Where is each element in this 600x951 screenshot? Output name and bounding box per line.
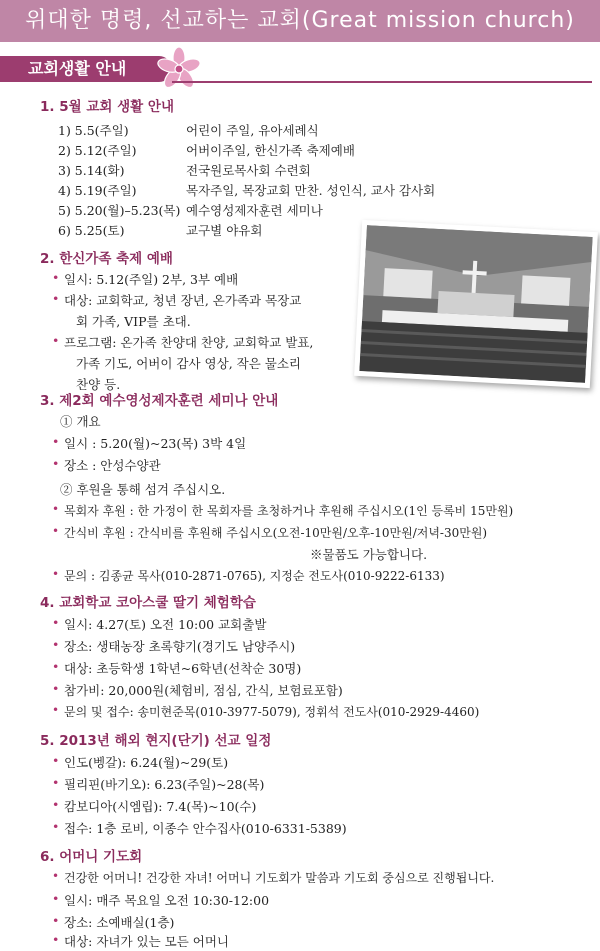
schedule-desc: 교구별 야유회 (186, 223, 263, 238)
schedule-date: 2) 5.12(주일) (58, 143, 137, 158)
schedule-desc: 목자주일, 목장교회 만찬. 성인식, 교사 감사회 (186, 183, 436, 198)
info-line: • 프로그램: 온가족 찬양대 찬양, 교회학교 발표, (64, 333, 313, 351)
info-line: • 대상: 초등학생 1학년~6학년(선착순 30명) (64, 659, 301, 677)
section-5-title: 5. 2013년 해외 현지(단기) 선교 일정 (40, 733, 272, 749)
section-tag-label: 교회생활 안내 (28, 59, 127, 78)
section-2-title: 2. 한신가족 축제 예배 (40, 251, 173, 267)
info-line: • 인도(벵갈): 6.24(월)~29(토) (64, 753, 228, 771)
info-line-cont: 찬양 등. (76, 377, 121, 392)
info-line: • 일시: 4.27(토) 오전 10:00 교회출발 (64, 615, 266, 633)
church-choir-image (359, 225, 592, 383)
info-line: • 캄보디아(시엠립): 7.4(목)~10(수) (64, 797, 256, 815)
info-line: • 접수: 1층 로비, 이종수 안수집사(010-6331-5389) (64, 819, 347, 837)
subheading: ② 후원을 통해 섬겨 주십시오. (60, 482, 226, 497)
info-line: • 문의 및 접수: 송미현준목(010-3977-5079), 정휘석 전도사(010-2929-4460) (64, 703, 479, 720)
section-6-title: 6. 어머니 기도회 (40, 849, 143, 865)
schedule-date: 4) 5.19(주일) (58, 183, 137, 198)
info-line: • 일시: 매주 목요일 오전 10:30-12:00 (64, 891, 269, 909)
section-4-title: 4. 교회학교 코아스쿨 딸기 체험학습 (40, 595, 256, 611)
info-line-cont: 가족 기도, 어버이 감사 영상, 작은 물소리 (76, 356, 301, 371)
schedule-desc: 전국원로목사회 수련회 (186, 163, 311, 178)
info-line: • 건강한 어머니! 건강한 자녀! 어머니 기도회가 말씀과 기도회 중심으로 진행됩니다. (64, 869, 494, 886)
info-line: • 문의 : 김종균 목사(010-2871-0765), 지정순 전도사(010-9222-6133) (64, 567, 445, 584)
info-line: • 일시 : 5.20(월)~23(목) 3박 4일 (64, 434, 246, 452)
info-line: • 일시: 5.12(주일) 2부, 3부 예배 (64, 270, 238, 288)
worship-photo (354, 220, 598, 388)
schedule-date: 3) 5.14(화) (58, 163, 125, 178)
info-line: • 필리핀(바기오): 6.23(주일)~28(목) (64, 775, 264, 793)
section-3-title: 3. 제2회 예수영성제자훈련 세미나 안내 (40, 393, 279, 409)
schedule-date: 5) 5.20(월)–5.23(목) (58, 203, 181, 218)
schedule-desc: 예수영성제자훈련 세미나 (186, 203, 323, 218)
info-line-cont: 회 가족, VIP를 초대. (76, 314, 191, 329)
schedule-date: 1) 5.5(주일) (58, 123, 129, 138)
section-tag (0, 56, 172, 82)
section-1-title: 1. 5월 교회 생활 안내 (40, 99, 175, 115)
info-line: • 장소 : 안성수양관 (64, 456, 161, 474)
schedule-date: 6) 5.25(토) (58, 223, 125, 238)
info-note: ※물품도 가능합니다. (310, 547, 428, 562)
schedule-desc: 어버이주일, 한신가족 축제예배 (186, 143, 355, 158)
subheading: ① 개요 (60, 414, 101, 429)
info-line: • 대상: 교회학교, 청년 장년, 온가족과 목장교 (64, 291, 301, 309)
info-line: • 간식비 후원 : 간식비를 후원해 주십시오(오전-10만원/오후-10만원/저녁-30만원) (64, 524, 487, 541)
info-line: • 목회자 후원 : 한 가정이 한 목회자를 초청하거나 후원해 주십시오(1인 등록비 15만원) (64, 502, 513, 519)
info-line: • 대상: 자녀가 있는 모든 어머니 (64, 932, 229, 950)
info-line: • 장소: 소예배실(1층) (64, 913, 174, 931)
info-line: • 장소: 생태농장 초록향기(경기도 남양주시) (64, 637, 295, 655)
tag-underline (172, 81, 592, 83)
header-title: 위대한 명령, 선교하는 교회(Great mission church) (25, 8, 575, 33)
schedule-desc: 어린이 주일, 유아세례식 (186, 123, 319, 138)
info-line: • 참가비: 20,000원(체험비, 점심, 간식, 보험료포함) (64, 681, 343, 699)
flower-icon (156, 46, 202, 92)
